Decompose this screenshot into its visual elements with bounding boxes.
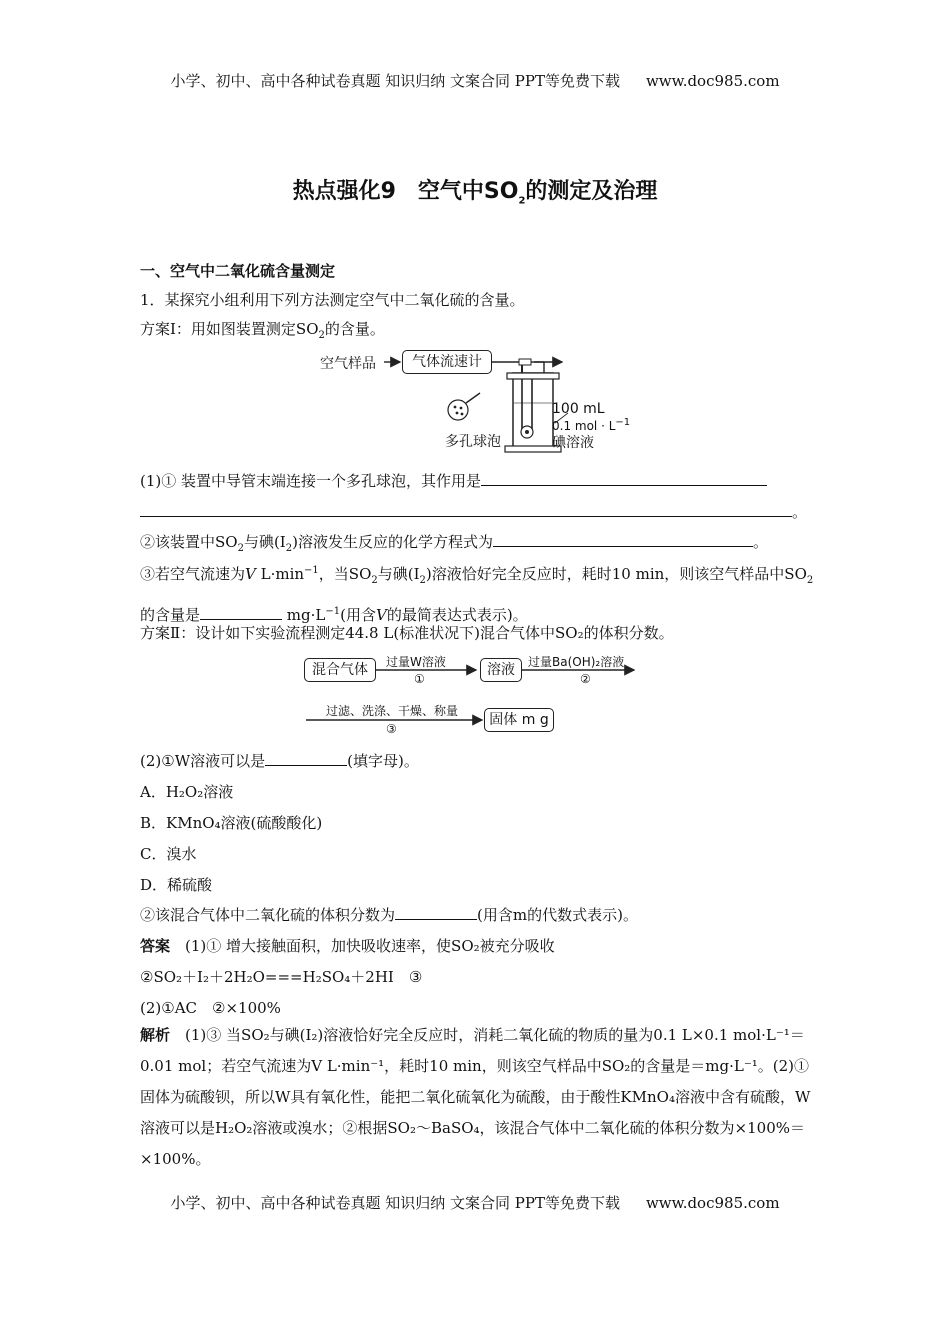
answer-line-3: (2)①AC ②×100% <box>140 999 281 1017</box>
flowmeter-box: 气体流速计 <box>402 350 492 374</box>
analysis-paragraph: 解析 (1)③ 当SO₂与碘(I₂)溶液恰好完全反应时，消耗二氧化硫的物质的量为0.1 L×0.1 mol·L⁻¹＝0.01 mol；若空气流速为V L·min⁻¹，耗时10 min，则该空气样品中SO₂的含量是＝mg·L⁻¹。(2)① 固体为硫酸钡，所以W具有氧化性，能把二氧化硫氧化为硫酸，由于酸性KMnO₄溶液中含有硫酸，W溶液可以是H₂O₂溶液或溴水；②根据SO₂～BaSO₄，该混合气体中二氧化硫的体积分数为×100%＝ ×100%。 <box>140 1026 811 1168</box>
option-d[interactable]: D．稀硫酸 <box>140 876 213 894</box>
answer-blank[interactable] <box>200 605 282 620</box>
plan-2-heading: 方案Ⅱ：设计如下实验流程测定44.8 L(标准状况下)混合气体中SO₂的体积分数。 <box>140 624 674 642</box>
footer-text: 小学、初中、高中各种试卷真题 知识归纳 文案合同 PPT等免费下载 <box>170 1194 620 1212</box>
procedure-flowchart <box>300 650 660 740</box>
analysis-label: 解析 <box>140 1026 171 1044</box>
answer-blank[interactable] <box>395 905 477 920</box>
header-url[interactable]: www.doc985.com <box>645 72 780 90</box>
solid-mass-box: 固体 m g <box>484 708 554 732</box>
question-1-1-cont: 。 <box>140 501 820 522</box>
step-1-number: ① <box>414 672 425 686</box>
answer-line-2: ②SO₂＋I₂＋2H₂O===H₂SO₄＋2HI ③ <box>140 968 423 986</box>
footer-url[interactable]: www.doc985.com <box>645 1194 780 1212</box>
step-3-operations: 过滤、洗涤、干燥、称量 <box>326 704 459 718</box>
question-1-2: ②该装置中$SO_2$与碘$(I_2)$溶液发生反应的化学方程式为 。 <box>140 533 768 554</box>
answer-blank[interactable] <box>493 532 753 547</box>
option-a[interactable]: A．H₂O₂溶液 <box>140 783 234 801</box>
step-3-number: ③ <box>386 722 397 736</box>
answer-label: 答案 <box>140 937 171 955</box>
absorption-apparatus-figure <box>300 345 640 455</box>
iodine-solution-label: 碘溶液 <box>552 435 594 451</box>
question-1-3: ③若空气流速为V $L\cdot\min^{-1}$，当$SO_2$与碘$(I_2)$溶液恰好完全反应时，耗时10 min，则该空气样品中$SO_2$的含量是 $mg\cdot L^{-1}$(用含V的最简表达式表示)。 <box>140 565 814 624</box>
question-intro: 1．某探究小组利用下列方法测定空气中二氧化硫的含量。 <box>140 291 525 309</box>
step-2-reagent: 过量Ba(OH)₂溶液 <box>528 655 625 669</box>
bubbler-label: 多孔球泡 <box>445 434 501 450</box>
answer-blank[interactable] <box>140 502 792 517</box>
plan-1-heading: 方案Ⅰ：用如图装置测定$SO_2$的含量。 <box>140 320 385 341</box>
option-b[interactable]: B．KMnO₄溶液(硫酸酸化) <box>140 814 323 832</box>
page-title: 热点强化9 空气中$SO_2$的测定及治理 <box>292 179 658 207</box>
header-text: 小学、初中、高中各种试卷真题 知识归纳 文案合同 PPT等免费下载 <box>170 72 620 90</box>
question-2-2: ②该混合气体中二氧化硫的体积分数为 (用含m的代数式表示)。 <box>140 906 638 924</box>
answer-blank[interactable] <box>265 751 347 766</box>
answer-blank[interactable] <box>481 471 767 486</box>
step-2-number: ② <box>580 672 591 686</box>
step-1-reagent: 过量W溶液 <box>386 655 446 669</box>
mixed-gas-box: 混合气体 <box>304 658 376 682</box>
solution-box: 溶液 <box>480 658 522 682</box>
option-c[interactable]: C．溴水 <box>140 845 197 863</box>
page-footer <box>0 1192 950 1213</box>
question-2-1: (2)①W溶液可以是 (填字母)。 <box>140 752 419 770</box>
volume-label: 100 mL <box>552 401 605 417</box>
section-heading: 一、空气中二氧化硫含量测定 <box>140 262 336 280</box>
page-header <box>0 70 950 91</box>
air-sample-label: 空气样品 <box>320 356 376 372</box>
concentration-label: 0.1 mol · $L^{-1}$ <box>552 417 631 433</box>
answer-line-1: 答案 (1)① 增大接触面积，加快吸收速率，使SO₂被充分吸收 <box>140 937 555 955</box>
question-1-1: (1)① 装置中导管末端连接一个多孔球泡，其作用是 <box>140 470 820 491</box>
